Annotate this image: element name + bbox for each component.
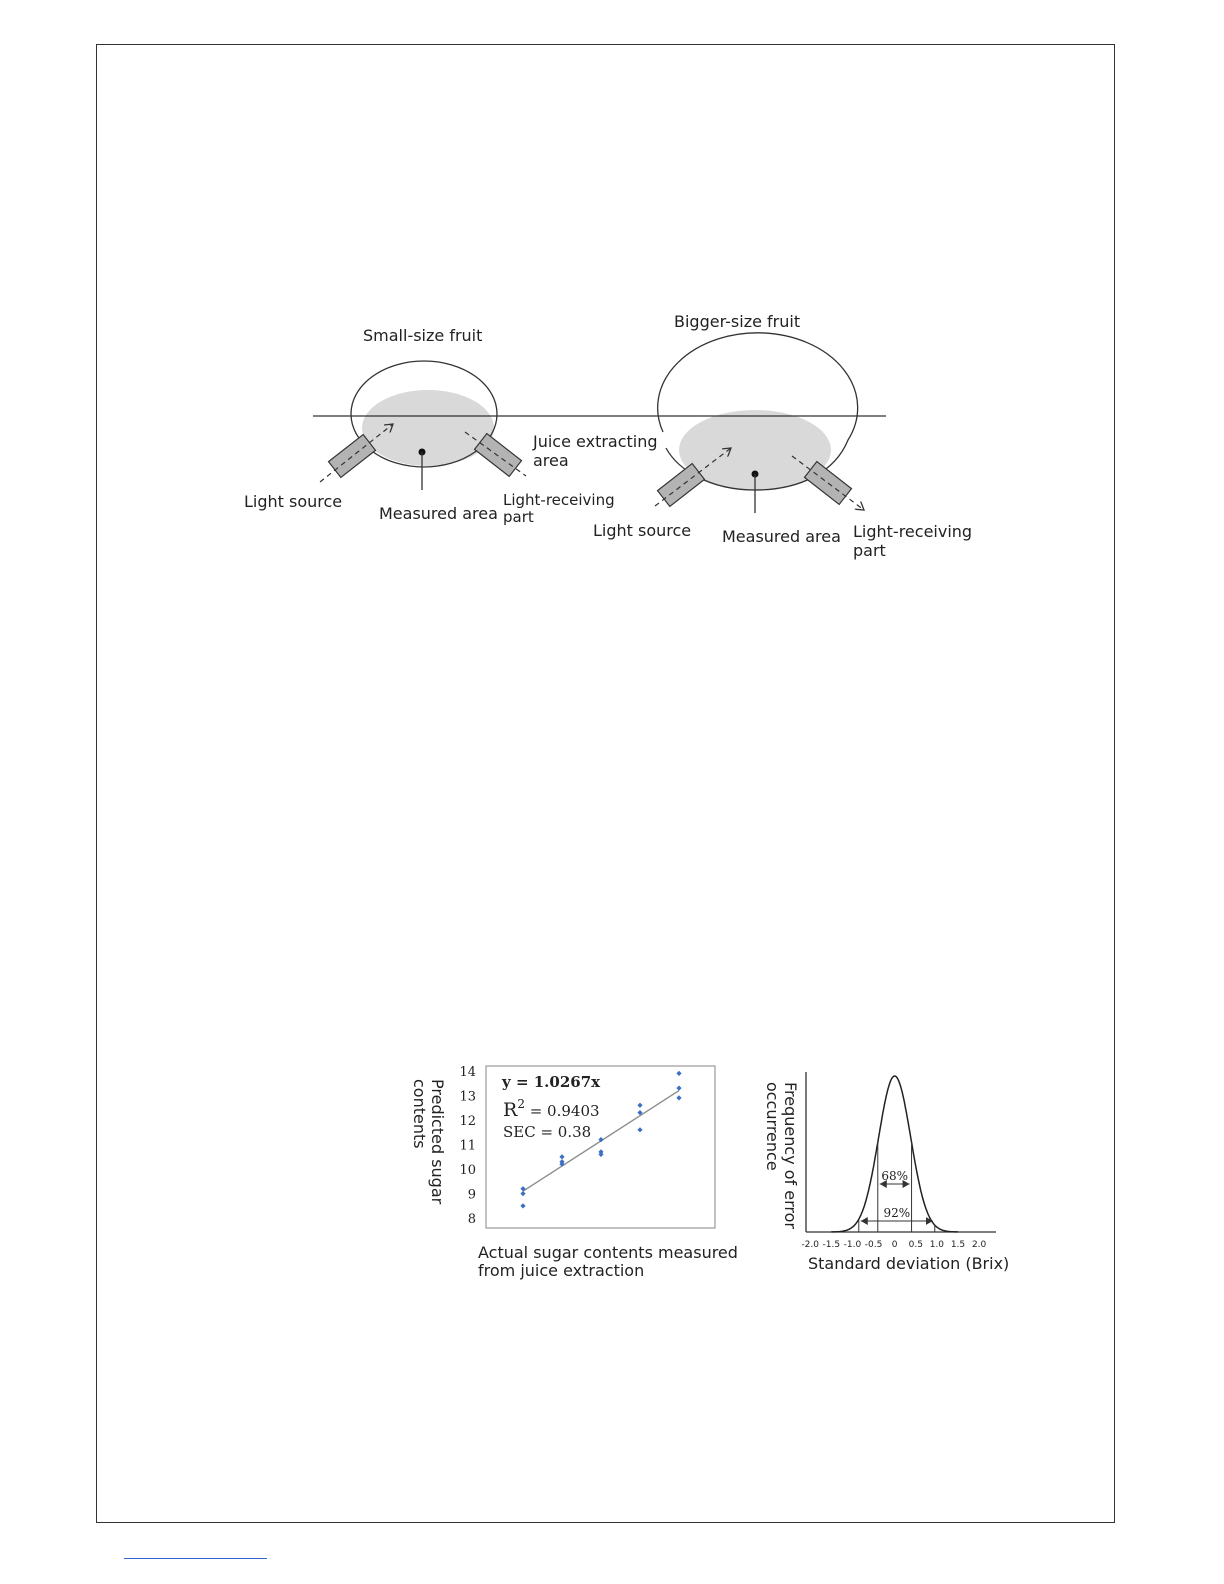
big-measured-area-label: Measured area xyxy=(722,527,841,546)
normal-ylabel-line2: occurrence xyxy=(763,1082,782,1171)
normal-x-tick: -0.5 xyxy=(864,1240,883,1250)
normal-x-tick: 0.5 xyxy=(908,1240,923,1250)
small-fruit-title: Small-size fruit xyxy=(363,326,483,345)
scatter-r2-value: = 0.9403 xyxy=(524,1102,600,1120)
small-light-receiving-label-line2: part xyxy=(503,508,534,526)
scatter-y-tick-8: 8 xyxy=(467,1212,476,1228)
scatter-y-tick-10: 10 xyxy=(459,1163,476,1179)
scatter-y-tick-11: 11 xyxy=(459,1138,476,1154)
small-light-receiving-label-line1: Light-receiving xyxy=(503,491,615,509)
big-light-source-label: Light source xyxy=(593,521,692,540)
scatter-y-tick-12: 12 xyxy=(459,1114,476,1129)
big-fruit-title: Bigger-size fruit xyxy=(674,312,801,331)
scatter-r2-prefix: R xyxy=(503,1099,518,1121)
normal-xlabel: Standard deviation (Brix) xyxy=(808,1254,1010,1273)
normal-ylabel-line1: Frequency of error xyxy=(781,1082,800,1229)
normal-x-ticks xyxy=(801,1240,986,1250)
big-light-source-sensor xyxy=(658,464,705,507)
interval-label-92pct: 92% xyxy=(883,1206,911,1220)
normal-x-tick: -2.0 xyxy=(801,1240,820,1250)
normal-x-tick: 1.5 xyxy=(950,1240,966,1250)
scatter-ylabel xyxy=(410,1079,447,1205)
normal-x-tick: 1.0 xyxy=(929,1240,945,1250)
scatter-chart xyxy=(410,1065,738,1280)
scatter-sec: SEC = 0.38 xyxy=(503,1123,592,1141)
normal-intervals xyxy=(859,1142,935,1232)
scatter-y-ticks xyxy=(459,1065,476,1227)
normal-x-tick: -1.0 xyxy=(843,1240,862,1250)
normal-distribution-chart xyxy=(763,1072,1009,1273)
small-light-source-label: Light source xyxy=(244,492,343,511)
fruit-diagram xyxy=(244,312,972,560)
scatter-y-tick-13: 13 xyxy=(459,1089,476,1105)
small-light-source-sensor xyxy=(329,435,376,478)
small-light-receiving-sensor xyxy=(475,434,522,477)
scatter-xlabel-line2: from juice extraction xyxy=(478,1261,645,1280)
interval-label-68pct: 68% xyxy=(881,1169,909,1183)
scatter-y-tick-9: 9 xyxy=(467,1187,476,1203)
juice-area-label-line2: area xyxy=(533,451,569,470)
small-fruit-measured-area xyxy=(362,390,494,466)
big-light-receiving-label-line1: Light-receiving xyxy=(853,522,973,541)
scatter-r2-sup: 2 xyxy=(517,1097,525,1111)
normal-x-tick: 0 xyxy=(891,1240,898,1250)
scatter-ylabel-line1: Predicted sugar xyxy=(428,1079,447,1205)
scatter-ylabel-line2: contents xyxy=(410,1079,429,1149)
scatter-equation: y = 1.0267x xyxy=(502,1073,601,1091)
big-reflected-light-arrow xyxy=(792,456,864,510)
small-measured-area-label: Measured area xyxy=(379,504,498,523)
normal-ylabel xyxy=(763,1082,800,1229)
normal-x-tick: 2.0 xyxy=(971,1240,987,1250)
scatter-xlabel-line1: Actual sugar contents measured xyxy=(478,1243,738,1262)
juice-area-label-line1: Juice extracting xyxy=(533,432,658,451)
big-light-receiving-label-line2: part xyxy=(853,541,886,560)
footnote-rule xyxy=(124,1558,267,1559)
normal-x-tick: -1.5 xyxy=(822,1240,841,1250)
scatter-y-tick-14: 14 xyxy=(459,1064,476,1080)
